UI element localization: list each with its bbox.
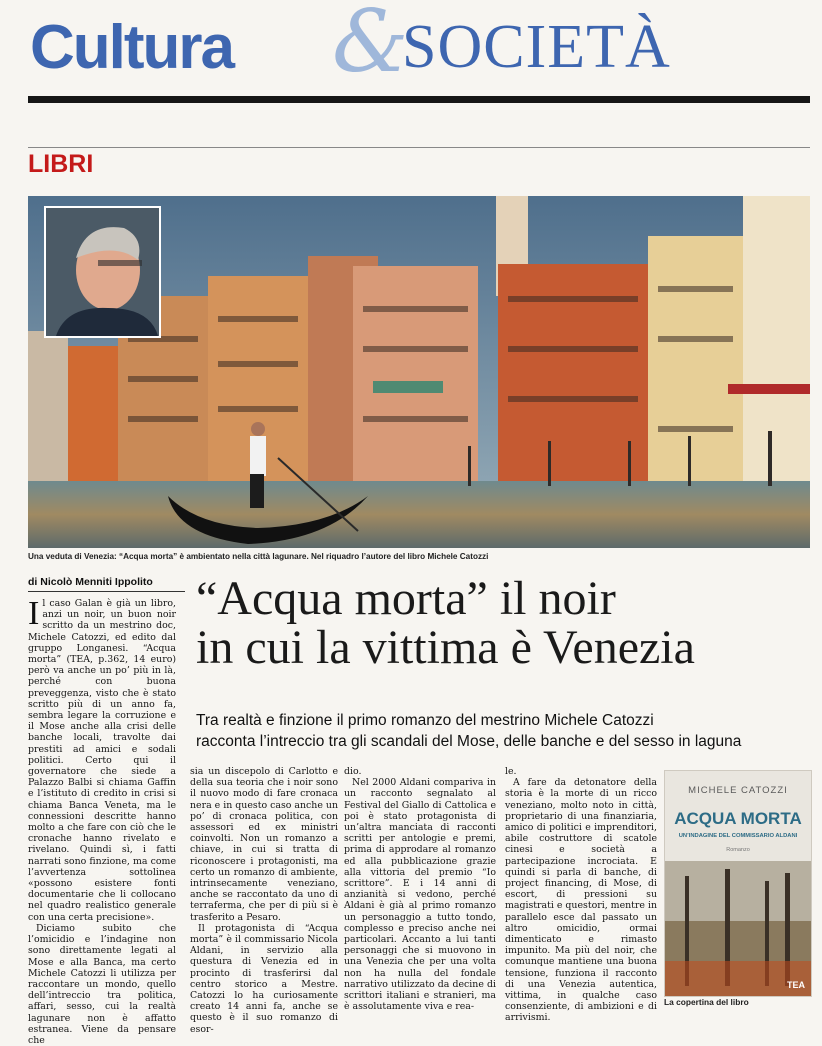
book-caption: La copertina del libro bbox=[664, 997, 749, 1007]
article-paragraph: A fare da detonatore della storia è la morte di un ricco veneziano, molto noto in città, proprietario di una finanziaria, amico di politici e imprenditori, abile costruttore di scatole cinesi e società a partecipazione incrociata. E quindi si parla di banche, di project financing, di Mose, di escort, di pressioni su magistrati e questori, mentre in parallelo esce dal passato un altro omicidio, ormai dimenticato e rimasto impunito. Ma più del noir, che comunque mantiene una buona tensione, funziona il racconto di una Venezia autentica, vittima, in qualche caso consenziente, di ambizioni e di arrivismi. bbox=[505, 777, 657, 1024]
section-label: LIBRI bbox=[28, 150, 94, 178]
drop-cap: I bbox=[28, 595, 40, 632]
subheadline-line-2: racconta l’intreccio tra gli scandali del Mose, delle banche e del sesso in laguna bbox=[196, 733, 742, 750]
article-paragraph: le. bbox=[505, 766, 517, 777]
masthead-societa: SOCIETÀ bbox=[402, 13, 671, 81]
article-paragraph: dio. bbox=[344, 766, 362, 777]
author-portrait bbox=[46, 208, 159, 336]
book-title: ACQUA MORTA bbox=[674, 809, 802, 828]
article-paragraph: sia un discepolo di Carlotto e della sua teoria che i noir sono il nuovo modo di fare cronaca nera e in questo caso anche un po’ di cronaca politica, con assessori ed ex ministri coinvolti. Non un romanzo a chiave, in cui si tratta di riconoscere i protagonisti, ma certo un romanzo di ambiente, intrinsecamente veneziano, anche se raccontato da uno di terraferma, che per di più si è trasferito a Pesaro. bbox=[190, 766, 338, 923]
author-photo bbox=[44, 206, 161, 338]
headline bbox=[196, 574, 811, 672]
article-column-4 bbox=[505, 766, 657, 1024]
article-column-3 bbox=[344, 766, 496, 1016]
article-column-1 bbox=[28, 595, 176, 1046]
photo-caption: Una veduta di Venezia: “Acqua morta” è ambientato nella città lagunare. Nel riquadro l’autore del libro Michele Catozzi bbox=[28, 552, 489, 561]
paragraph-text: l caso Galan è già un libro, anzi un noir, un buon noir scritto da un mestrino doc, Michele Catozzi, ed edito dal gruppo Longanesi. “Acqua morta” (TEA, p.362, 14 euro) però va anche un po’ più in là, perché con buona preveggenza, visto che è stato scritto più di un anno fa, sembra legare la corruzione e il Mose anche alla crisi delle banche locali, travolte dai prestiti ad amici e sodali politici. Certo qui il governatore che siede a Palazzo Balbi si chiama Gaffin e l’istituto di credito in crisi si chiama Banca Veneta, ma le connessioni descritte hanno molto a che fare con ciò che le cronache hanno rivelato e rivelano. Quindi sì, i fatti narrati sono finzione, ma come l’avvertenza sottolinea «possono esistere fonti documentarie che li collocano nel quadro realistico generale con una certa precisione». bbox=[28, 598, 176, 923]
book-genre: Romanzo bbox=[726, 847, 750, 853]
masthead-cultura: Cultura bbox=[30, 13, 233, 82]
book-author: MICHELE CATOZZI bbox=[688, 785, 788, 796]
article-paragraph bbox=[28, 595, 176, 923]
masthead-rule bbox=[28, 96, 810, 103]
article-column-2 bbox=[190, 766, 338, 1035]
book-cover bbox=[664, 770, 812, 997]
publisher-logo: TEA bbox=[787, 980, 805, 990]
section-rule bbox=[28, 147, 810, 148]
masthead bbox=[30, 0, 810, 95]
subheadline bbox=[196, 710, 811, 752]
book-cover-art bbox=[665, 771, 811, 996]
article-paragraph: Il protagonista di “Acqua morta” è il commissario Nicola Aldani, in servizio alla questura di Venezia ed in procinto di trasferirsi dal centro storico a Mestre. Catozzi lo ha curiosamente creato 14 anni fa, anche se questo è il suo romanzo di esor- bbox=[190, 922, 338, 1035]
masthead-ampersand: & bbox=[332, 0, 409, 92]
article-paragraph: Diciamo subito che l’omicidio e l’indagine non sono direttamente legati al Mose e alla Banca, ma certo Michele Catozzi li utilizza per raccontare un mondo, quello dell’intreccio tra politica, affari, sesso, cui la realtà lagunare non è affatto estranea. Viene da pensare che bbox=[28, 922, 176, 1046]
headline-line-1: “Acqua morta” il noir bbox=[196, 572, 616, 625]
headline-line-2: in cui la vittima è Venezia bbox=[196, 621, 695, 674]
article-paragraph: Nel 2000 Aldani compariva in un racconto segnalato al Festival del Giallo di Cattolica e poi è stato protagonista di un’altra manciata di racconti scritti per antologie e premi, prima di approdare al romanzo ed alla pubblicazione grazie alla vittoria del premio “Io scrittore”. E i 14 anni di anzianità si vedono, perché Aldani è già al primo romanzo un personaggio a tutto tondo, complesso e preciso anche nei particolari. Accanto a lui tanti personaggi che si muovono in una Venezia che per una volta non ha nulla del fondale narrativo utilizzato da decine di scrittori italiani e stranieri, ma è assolutamente viva e rea- bbox=[344, 777, 496, 1013]
subheadline-line-1: Tra realtà e finzione il primo romanzo del mestrino Michele Catozzi bbox=[196, 712, 654, 729]
book-subtitle: UN’INDAGINE DEL COMMISSARIO ALDANI bbox=[678, 833, 798, 839]
byline: di Nicolò Menniti Ippolito bbox=[28, 576, 185, 592]
